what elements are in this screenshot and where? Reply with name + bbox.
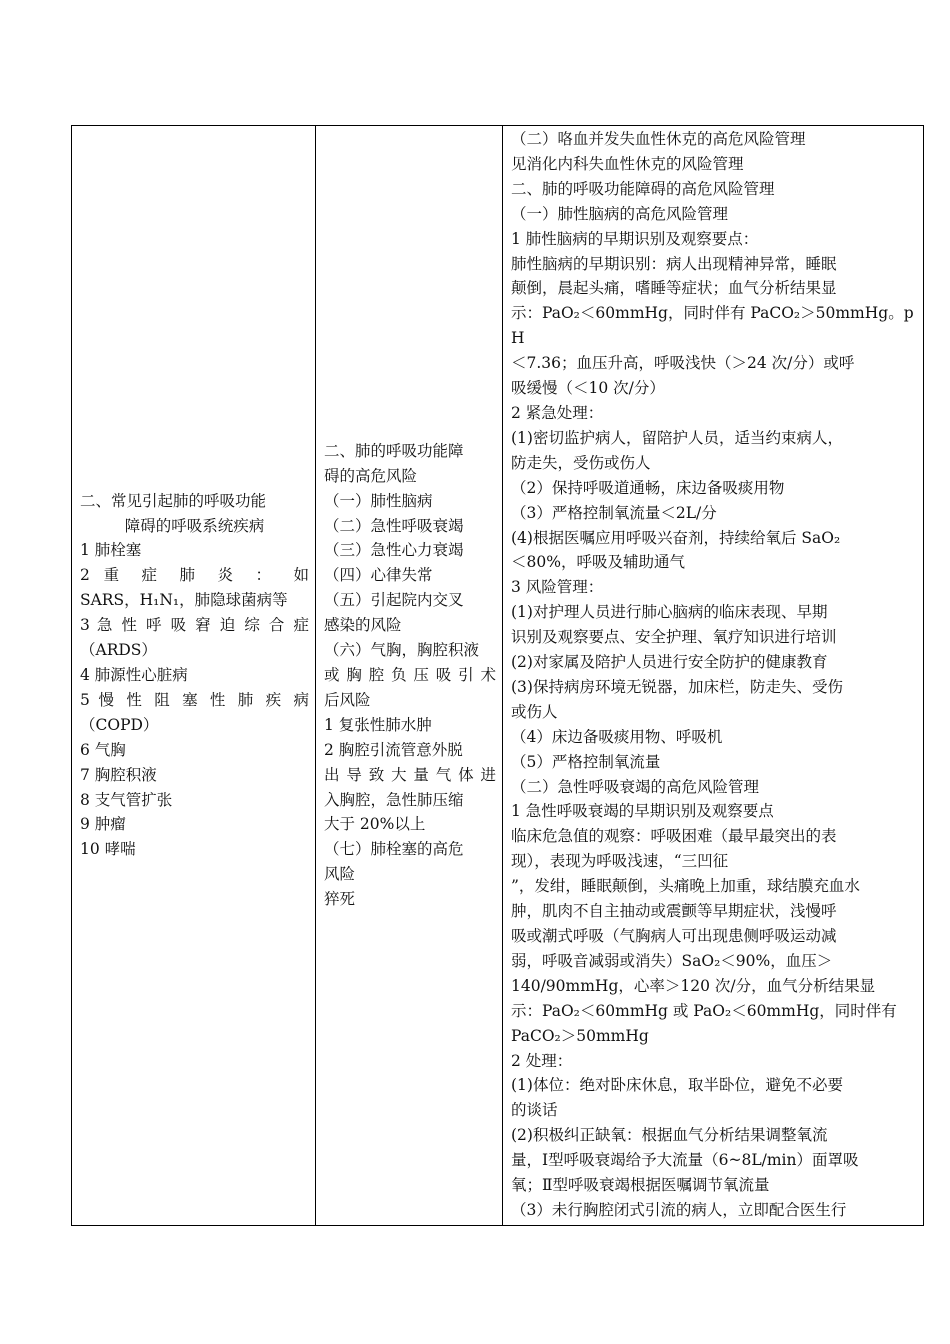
col1-line: 1 肺栓塞 xyxy=(80,541,142,560)
col3-line: (4)根据医嘱应用呼吸兴奋剂，持续给氧后 SaO₂ xyxy=(511,528,841,547)
col1-line: 二、常见引起肺的呼吸功能 xyxy=(80,491,267,510)
col3-line: 2 紧急处理： xyxy=(511,403,604,422)
col3-line: (1)对护理人员进行肺心脑病的临床表现、早期 xyxy=(511,603,828,622)
col2-line: 大于 20%以上 xyxy=(324,815,426,834)
col1-line: 5 慢 性 阻 塞 性 肺 疾 病 xyxy=(80,690,309,709)
col1-line: 7 胸腔积液 xyxy=(80,765,157,784)
col1-line: （COPD） xyxy=(80,715,159,734)
col3-line: (2)对家属及陪护人员进行安全防护的健康教育 xyxy=(511,653,828,672)
col1-line: 2 重 症 肺 炎 ： 如 xyxy=(80,566,309,585)
col3-line: (2)积极纠正缺氧：根据血气分析结果调整氧流 xyxy=(511,1126,828,1145)
col3-line: 1 肺性脑病的早期识别及观察要点： xyxy=(511,229,759,248)
col2-line: 二、肺的呼吸功能障 xyxy=(324,441,464,460)
col3-line: 1 急性呼吸衰竭的早期识别及观察要点 xyxy=(511,802,774,821)
col1-line: 4 肺源性心脏病 xyxy=(80,665,188,684)
risk-management-cell xyxy=(503,126,924,1226)
col3-line: (1)密切监护病人，留陪护人员，适当约束病人， xyxy=(511,428,843,447)
col3-line: 见消化内科失血性休克的风险管理 xyxy=(511,154,744,173)
col1-line: 6 气胸 xyxy=(80,740,126,759)
col1-line: 9 肿瘤 xyxy=(80,815,126,834)
col3-line: （2）保持呼吸道通畅，床边备吸痰用物 xyxy=(511,478,785,497)
col2-line: 2 胸腔引流管意外脱 xyxy=(324,740,463,759)
col3-line: 3 风险管理： xyxy=(511,578,604,597)
col2-line: 风险 xyxy=(324,865,356,884)
col3-line: 弱，呼吸音减弱或消失）SaO₂＜90%，血压＞ xyxy=(511,951,833,970)
col2-line: （七）肺栓塞的高危 xyxy=(324,840,464,859)
col3-line: ＜7.36；血压升高，呼吸浅快（＞24 次/分）或呼 xyxy=(511,354,855,373)
disease-list-cell xyxy=(72,126,316,1226)
col2-line: 感染的风险 xyxy=(324,616,402,635)
col3-line: （4）床边备吸痰用物、呼吸机 xyxy=(511,727,723,746)
col3-line: 示：PaO₂＜60mmHg 或 PaO₂＜60mmHg，同时伴有 xyxy=(511,1001,897,1020)
col1-line: 8 支气管扩张 xyxy=(80,790,173,809)
col2-line: 入胸腔，急性肺压缩 xyxy=(324,790,464,809)
col3-line: 吸或潮式呼吸（气胸病人可出现患侧呼吸运动减 xyxy=(511,927,837,945)
col3-line: （3）未行胸腔闭式引流的病人，立即配合医生行 xyxy=(511,1200,847,1219)
col2-line: 1 复张性肺水肿 xyxy=(324,715,432,734)
col3-line: 2 处理： xyxy=(511,1051,573,1070)
col2-line: 猝死 xyxy=(324,890,356,909)
col3-line: 140/90mmHg，心率＞120 次/分，血气分析结果显 xyxy=(511,976,876,995)
content-table xyxy=(71,125,924,1226)
col1-line: SARS，H₁N₁，肺隐球菌病等 xyxy=(80,591,288,610)
col3-line: 氧；Ⅱ型呼吸衰竭根据医嘱调节氧流量 xyxy=(511,1176,770,1195)
col3-line: PaCO₂＞50mmHg xyxy=(511,1026,649,1045)
col3-line: (3)保持病房环境无锐器，加床栏，防走失、受伤 xyxy=(511,677,843,696)
col3-line: ”，发绀，睡眠颠倒，头痛晚上加重，球结膜充血水 xyxy=(511,877,860,896)
col3-line: 肺性脑病的早期识别：病人出现精神异常，睡眠 xyxy=(511,254,837,273)
col3-line: 颠倒，晨起头痛，嗜睡等症状；血气分析结果显 xyxy=(511,279,837,298)
col3-line: （一）肺性脑病的高危风险管理 xyxy=(511,204,729,223)
col3-line: 防走失，受伤或伤人 xyxy=(511,453,651,472)
col2-line: 出导致大量气体进 xyxy=(324,765,496,784)
col3-line: 量，Ⅰ型呼吸衰竭给予大流量（6~8L/min）面罩吸 xyxy=(511,1151,859,1170)
col2-line: （四）心律失常 xyxy=(324,566,433,585)
col3-line: 现），表现为呼吸浅速，“三凹征 xyxy=(511,852,729,871)
col2-line: 或胸腔负压吸引术 xyxy=(324,665,496,684)
col2-line: （五）引起院内交叉 xyxy=(324,591,464,610)
col3-line: 临床危急值的观察：呼吸困难（最早最突出的表 xyxy=(511,827,837,846)
col2-line: （六）气胸，胸腔积液 xyxy=(324,641,480,660)
col3-line: 示：PaO₂＜60mmHg，同时伴有 PaCO₂＞50mmHg。pH xyxy=(511,304,914,348)
col3-line: 的谈话 xyxy=(511,1101,558,1120)
col1-line: 10 哮喘 xyxy=(80,840,136,859)
col3-line: （二）咯血并发失血性休克的高危风险管理 xyxy=(511,130,806,148)
col2-line: 碍的高危风险 xyxy=(324,466,418,485)
col3-line: （5）严格控制氧流量 xyxy=(511,752,661,771)
col1-line: （ARDS） xyxy=(80,641,157,660)
col3-line: 吸缓慢（＜10 次/分） xyxy=(511,379,665,398)
col3-line: （3）严格控制氧流量＜2L/分 xyxy=(511,503,717,522)
table-row xyxy=(72,126,924,1226)
col3-line: 二、肺的呼吸功能障碍的高危风险管理 xyxy=(511,179,775,198)
col3-line: 肿，肌肉不自主抽动或震颤等早期症状，浅慢呼 xyxy=(511,902,837,921)
col3-line: ＜80%，呼吸及辅助通气 xyxy=(511,553,685,572)
col2-line: （一）肺性脑病 xyxy=(324,491,433,510)
col2-line: （二）急性呼吸衰竭 xyxy=(324,516,464,535)
col1-line: 3 急 性 呼 吸 窘 迫 综 合 症 xyxy=(80,616,309,635)
col3-line: (1)体位：绝对卧床休息，取半卧位，避免不必要 xyxy=(511,1076,843,1095)
risk-list-cell xyxy=(316,126,503,1226)
col1-line: 障碍的呼吸系统疾病 xyxy=(124,516,265,535)
col3-line: 识别及观察要点、安全护理、氧疗知识进行培训 xyxy=(511,628,837,647)
col2-line: 后风险 xyxy=(324,690,371,709)
col2-line: （三）急性心力衰竭 xyxy=(324,541,464,560)
col3-line: 或伤人 xyxy=(511,702,558,721)
col3-line: （二）急性呼吸衰竭的高危风险管理 xyxy=(511,777,760,796)
